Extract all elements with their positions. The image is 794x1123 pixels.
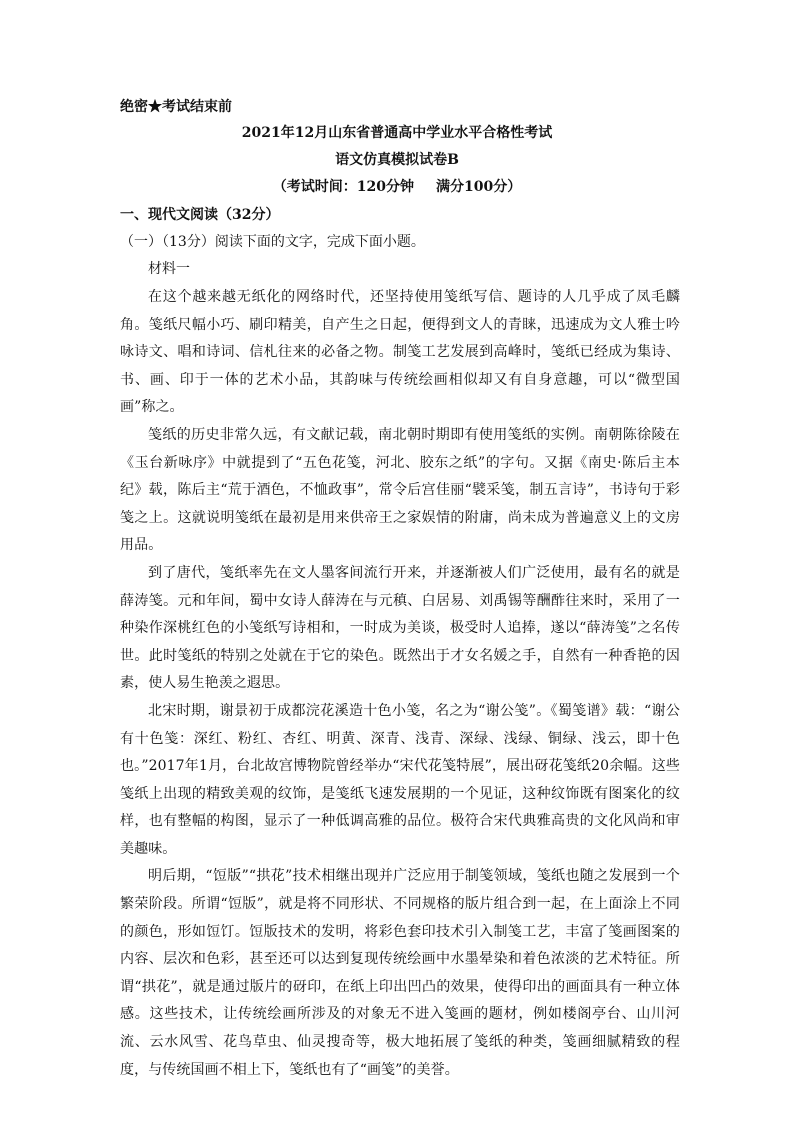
passage-paragraph: 笺纸的历史非常久远，有文献记载，南北朝时期即有使用笺纸的实例。南朝陈徐陵在《玉台新咏序》中就提到了“五色花笺，河北、胶东之纸”的字句。又据《南史·陈后主本纪》载，陈后主“荒于酒色，不恤政事”，常令后宫佳丽“襞采笺，制五言诗”，书诗句于彩笺之上。这就说明笺纸在最初是用来供帝王之家娱情的附庸，尚未成为普遍意义上的文房用品。 [120, 426, 680, 554]
material-label: 材料一 [148, 261, 190, 277]
passage-paragraph: 明后期，“饾版”“拱花”技术相继出现并广泛应用于制笺领域，笺纸也随之发展到一个繁荣阶段。所谓“饾版”，就是将不同形状、不同规格的版片组合到一起，在上面涂上不同的颜色，形如饾饤。饾版技术的发明，将彩色套印技术引入制笺工艺，丰富了笺画图案的内容、层次和色彩，甚至还可以达到复现传统绘画中水墨晕染和着色浓淡的艺术特征。所谓“拱花”，就是通过版片的砑印，在纸上印出凹凸的效果，使得印出的画面具有一种立体感。这些技术，让传统绘画所涉及的对象无不进入笺画的题材，例如楼阁亭台、山川河流、云水风雪、花鸟草虫、仙灵搜奇等，极大地拓展了笺纸的种类，笺画细腻精致的程度，与传统国画不相上下，笺纸也有了“画笺”的美誉。 [120, 868, 680, 1078]
passage-paragraph: 到了唐代，笺纸率先在文人墨客间流行开来，并逐渐被人们广泛使用，最有名的就是薛涛笺。元和年间，蜀中女诗人薛涛在与元稹、白居易、刘禹锡等酬酢往来时，采用了一种染作深桃红色的小笺纸写诗相和，一时成为美谈，极受时人追捧，遂以“薛涛笺”之名传世。此时笺纸的特别之处就在于它的染色。既然出于才女名媛之手，自然有一种香艳的因素，使人易生艳羡之遐思。 [120, 564, 680, 692]
exam-title: 2021年12月山东省普通高中学业水平合格性考试 [241, 125, 553, 141]
section-heading: 一、现代文阅读（32分） [120, 207, 280, 223]
subsection-heading: （一）（13分）阅读下面的文字，完成下面小题。 [120, 234, 425, 250]
paper-subtitle: 语文仿真模拟试卷B [335, 152, 459, 168]
exam-time-and-score [0, 177, 794, 197]
full-score: 满分100分） [436, 179, 522, 195]
passage-paragraph: 在这个越来越无纸化的网络时代，还坚持使用笺纸写信、题诗的人几乎成了凤毛麟角。笺纸尺幅小巧、刷印精美，自产生之日起，便得到文人的青睐，迅速成为文人雅士吟咏诗文、唱和诗词、信札往来的必备之物。制笺工艺发展到高峰时，笺纸已经成为集诗、书、画、印于一体的艺术小品，其韵味与传统绘画相似却又有自身意趣，可以“微型国画”称之。 [120, 289, 680, 416]
passage-paragraph: 北宋时期，谢景初于成都浣花溪造十色小笺，名之为“谢公笺”。《蜀笺谱》载：“谢公有十色笺：深红、粉红、杏红、明黄、深青、浅青、深绿、浅绿、铜绿、浅云，即十色也。”2017年1月，台北故宫博物院曾经举办“宋代花笺特展”，展出砑花笺纸20余幅。这些笺纸上出现的精致美观的纹饰，是笺纸飞速发展期的一个见证，这种纹饰既有图案化的纹样，也有整幅的构图，显示了一种低调高雅的品位。极符合宋代典雅高贵的文化风尚和审美趣味。 [120, 702, 680, 857]
confidential-mark: 绝密★考试结束前 [120, 99, 232, 115]
exam-time: （考试时间：120分钟 [272, 179, 414, 195]
reading-passage [120, 284, 680, 1084]
